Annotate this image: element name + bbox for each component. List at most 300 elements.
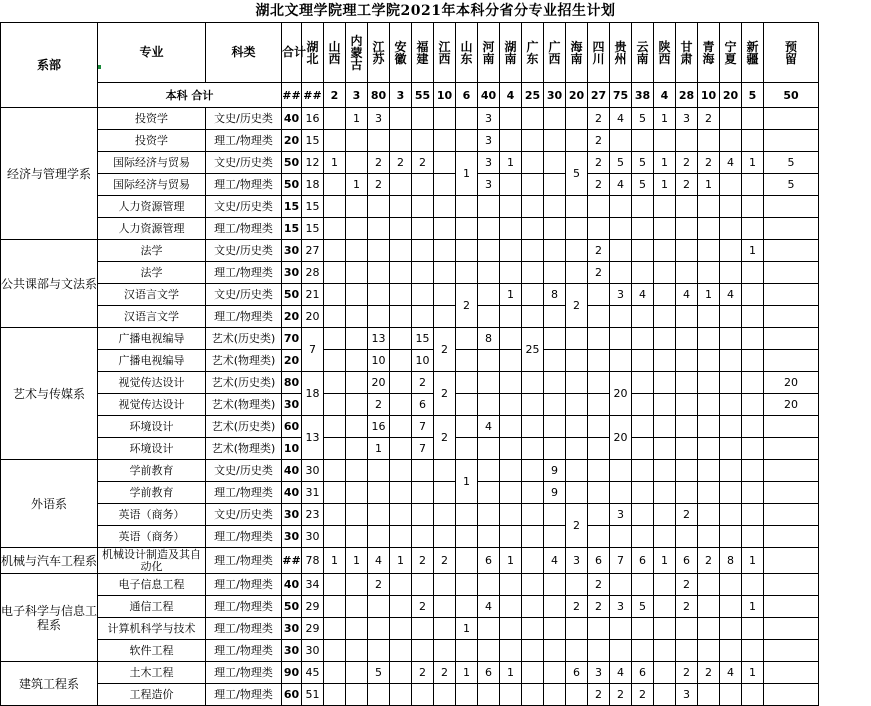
province-cell — [544, 596, 566, 618]
subtotal-province-cell: 55 — [412, 83, 434, 108]
total-cell: 60 — [282, 416, 302, 438]
table-row — [1, 306, 819, 328]
province-cell — [610, 218, 632, 240]
province-cell — [368, 262, 390, 284]
total-cell: 50 — [282, 284, 302, 306]
province-cell — [500, 640, 522, 662]
province-cell — [654, 262, 676, 284]
province-cell — [764, 328, 819, 350]
province-cell: 6 — [588, 548, 610, 574]
province-cell — [764, 284, 819, 306]
province-cell — [676, 416, 698, 438]
department-cell: 艺术与传媒系 — [1, 328, 98, 460]
total-cell: 30 — [282, 394, 302, 416]
province-cell: 6 — [632, 662, 654, 684]
province-cell — [522, 684, 544, 706]
province-cell — [676, 218, 698, 240]
header-province: 安 徽 — [390, 23, 412, 83]
province-cell — [456, 504, 478, 526]
table-row — [1, 196, 819, 218]
province-cell — [500, 306, 522, 328]
province-cell — [764, 416, 819, 438]
province-cell — [698, 640, 720, 662]
province-cell — [412, 684, 434, 706]
province-cell — [676, 130, 698, 152]
province-cell — [654, 394, 676, 416]
province-cell — [764, 662, 819, 684]
province-cell — [632, 574, 654, 596]
province-cell — [610, 482, 632, 504]
province-cell: 2 — [456, 284, 478, 328]
province-cell — [412, 640, 434, 662]
province-cell — [654, 596, 676, 618]
province-cell — [544, 328, 566, 350]
subtotal-province-cell: 20 — [566, 83, 588, 108]
province-cell — [522, 596, 544, 618]
province-cell — [720, 596, 742, 618]
major-cell: 英语（商务） — [98, 504, 206, 526]
province-cell: 29 — [302, 618, 324, 640]
province-cell — [742, 108, 764, 130]
major-cell: 软件工程 — [98, 640, 206, 662]
province-cell — [346, 262, 368, 284]
major-cell: 学前教育 — [98, 460, 206, 482]
province-cell — [566, 438, 588, 460]
category-cell: 艺术(历史类) — [206, 328, 282, 350]
header-province: 广 东 — [522, 23, 544, 83]
province-cell — [412, 174, 434, 196]
province-cell — [324, 596, 346, 618]
province-cell — [654, 130, 676, 152]
header-province: 贵 州 — [610, 23, 632, 83]
province-cell — [390, 662, 412, 684]
province-cell — [434, 596, 456, 618]
province-cell — [676, 482, 698, 504]
province-cell — [610, 640, 632, 662]
province-cell — [764, 108, 819, 130]
province-cell: 2 — [412, 152, 434, 174]
table-row — [1, 526, 819, 548]
table-row — [1, 372, 819, 394]
province-cell: 5 — [610, 152, 632, 174]
province-cell: 1 — [742, 152, 764, 174]
subtotal-province-cell: 5 — [742, 83, 764, 108]
province-cell: 31 — [302, 482, 324, 504]
province-cell — [742, 618, 764, 640]
province-cell — [742, 284, 764, 306]
province-cell — [456, 196, 478, 218]
province-cell — [434, 284, 456, 306]
province-cell: 30 — [302, 526, 324, 548]
total-cell: 20 — [282, 350, 302, 372]
province-cell — [522, 262, 544, 284]
province-cell — [764, 640, 819, 662]
province-cell — [478, 196, 500, 218]
category-cell: 理工/物理类 — [206, 640, 282, 662]
province-cell: 2 — [698, 108, 720, 130]
total-cell: 50 — [282, 596, 302, 618]
province-cell — [698, 350, 720, 372]
province-cell: 2 — [412, 548, 434, 574]
province-cell — [346, 218, 368, 240]
province-cell — [544, 662, 566, 684]
province-cell — [720, 438, 742, 460]
province-cell — [390, 262, 412, 284]
province-cell — [500, 240, 522, 262]
category-cell: 艺术(历史类) — [206, 372, 282, 394]
province-cell — [500, 482, 522, 504]
category-cell: 文史/历史类 — [206, 196, 282, 218]
table-row — [1, 504, 819, 526]
province-cell — [632, 328, 654, 350]
major-cell: 计算机科学与技术 — [98, 618, 206, 640]
table-row — [1, 350, 819, 372]
province-cell — [742, 218, 764, 240]
province-cell — [412, 262, 434, 284]
province-cell — [434, 196, 456, 218]
province-cell — [434, 152, 456, 174]
table-row — [1, 574, 819, 596]
province-cell — [610, 350, 632, 372]
province-cell — [522, 284, 544, 306]
province-cell — [324, 618, 346, 640]
province-cell — [390, 284, 412, 306]
province-cell — [566, 416, 588, 438]
province-cell: 2 — [588, 684, 610, 706]
province-cell — [764, 196, 819, 218]
province-cell — [346, 240, 368, 262]
department-cell: 建筑工程系 — [1, 662, 98, 706]
province-cell: 15 — [412, 328, 434, 350]
province-cell: 2 — [588, 130, 610, 152]
province-cell: 1 — [654, 152, 676, 174]
province-cell — [522, 174, 544, 196]
department-cell: 外语系 — [1, 460, 98, 548]
province-cell — [412, 460, 434, 482]
province-cell — [390, 196, 412, 218]
province-cell — [632, 306, 654, 328]
major-cell: 法学 — [98, 240, 206, 262]
province-cell — [544, 438, 566, 460]
province-cell — [324, 174, 346, 196]
total-cell: 40 — [282, 108, 302, 130]
province-cell: 2 — [632, 684, 654, 706]
province-cell — [434, 262, 456, 284]
province-cell — [522, 504, 544, 526]
province-cell — [654, 438, 676, 460]
province-cell: 7 — [610, 548, 632, 574]
province-cell — [434, 306, 456, 328]
province-cell — [566, 684, 588, 706]
province-cell: 1 — [742, 548, 764, 574]
province-cell — [654, 504, 676, 526]
province-cell — [478, 618, 500, 640]
major-cell: 工程造价 — [98, 684, 206, 706]
province-cell — [632, 482, 654, 504]
total-cell: 20 — [282, 130, 302, 152]
subtotal-label: 本科 合计 — [98, 83, 282, 108]
province-cell — [544, 262, 566, 284]
province-cell: 2 — [368, 574, 390, 596]
province-cell — [720, 640, 742, 662]
province-cell — [544, 416, 566, 438]
province-cell — [522, 108, 544, 130]
table-row — [1, 460, 819, 482]
province-cell — [654, 218, 676, 240]
province-cell: 1 — [654, 548, 676, 574]
header-province: 湖 南 — [500, 23, 522, 83]
category-cell: 理工/物理类 — [206, 174, 282, 196]
total-cell: 90 — [282, 662, 302, 684]
province-cell — [698, 372, 720, 394]
province-cell — [676, 460, 698, 482]
province-cell: 4 — [368, 548, 390, 574]
province-cell: 9 — [544, 460, 566, 482]
table-row — [1, 684, 819, 706]
province-cell: 2 — [676, 152, 698, 174]
province-cell — [478, 574, 500, 596]
province-cell — [324, 108, 346, 130]
province-cell — [764, 596, 819, 618]
province-cell: 2 — [588, 174, 610, 196]
province-cell — [720, 504, 742, 526]
province-cell — [522, 416, 544, 438]
subtotal-province-cell: 10 — [434, 83, 456, 108]
category-cell: 理工/物理类 — [206, 618, 282, 640]
province-cell — [764, 574, 819, 596]
province-cell — [368, 460, 390, 482]
province-cell — [368, 596, 390, 618]
province-cell — [544, 218, 566, 240]
province-cell — [500, 196, 522, 218]
province-cell — [478, 218, 500, 240]
province-cell — [544, 350, 566, 372]
province-cell — [500, 328, 522, 350]
subtotal-province-cell: 40 — [478, 83, 500, 108]
province-cell — [720, 460, 742, 482]
province-cell — [544, 526, 566, 548]
header-dept: 系部 — [1, 23, 98, 108]
province-cell — [522, 526, 544, 548]
province-cell — [720, 618, 742, 640]
province-cell — [434, 460, 456, 482]
province-cell — [632, 350, 654, 372]
province-cell: 2 — [610, 684, 632, 706]
province-cell — [588, 482, 610, 504]
province-cell — [764, 240, 819, 262]
province-cell — [434, 174, 456, 196]
province-cell — [698, 574, 720, 596]
total-cell: 20 — [282, 306, 302, 328]
province-cell: 20 — [764, 394, 819, 416]
province-cell — [324, 460, 346, 482]
province-cell — [522, 218, 544, 240]
province-cell — [478, 526, 500, 548]
header-province: 河 南 — [478, 23, 500, 83]
province-cell — [390, 504, 412, 526]
province-cell — [588, 618, 610, 640]
province-cell — [654, 196, 676, 218]
category-cell: 理工/物理类 — [206, 262, 282, 284]
province-cell — [478, 504, 500, 526]
province-cell — [346, 618, 368, 640]
province-cell — [478, 482, 500, 504]
province-cell — [544, 174, 566, 196]
province-cell: 15 — [302, 130, 324, 152]
total-cell: 50 — [282, 174, 302, 196]
province-cell: 3 — [588, 662, 610, 684]
province-cell: 1 — [346, 174, 368, 196]
header-province: 山 东 — [456, 23, 478, 83]
major-cell: 汉语言文学 — [98, 306, 206, 328]
province-cell — [742, 372, 764, 394]
province-cell — [764, 306, 819, 328]
province-cell — [764, 460, 819, 482]
province-cell — [500, 108, 522, 130]
province-cell — [764, 548, 819, 574]
header-province: 山 西 — [324, 23, 346, 83]
province-cell — [720, 306, 742, 328]
subtotal-province-cell: 4 — [500, 83, 522, 108]
category-cell: 理工/物理类 — [206, 218, 282, 240]
province-cell: 21 — [302, 284, 324, 306]
province-cell — [346, 460, 368, 482]
province-cell — [610, 262, 632, 284]
province-cell — [544, 196, 566, 218]
province-cell — [742, 196, 764, 218]
category-cell: 文史/历史类 — [206, 284, 282, 306]
province-cell — [742, 350, 764, 372]
province-cell — [412, 574, 434, 596]
province-cell: 29 — [302, 596, 324, 618]
subtotal-province-cell: 4 — [654, 83, 676, 108]
province-cell — [412, 284, 434, 306]
province-cell — [478, 460, 500, 482]
province-cell — [654, 328, 676, 350]
province-cell: 2 — [676, 596, 698, 618]
major-cell: 广播电视编导 — [98, 350, 206, 372]
table-row — [1, 218, 819, 240]
province-cell — [654, 460, 676, 482]
header-province: 青 海 — [698, 23, 720, 83]
province-cell: 2 — [434, 328, 456, 372]
header-province: 四 川 — [588, 23, 610, 83]
total-cell: 70 — [282, 328, 302, 350]
table-row — [1, 438, 819, 460]
province-cell — [720, 218, 742, 240]
province-cell — [434, 618, 456, 640]
province-cell — [346, 526, 368, 548]
subtotal-province-cell: 30 — [544, 83, 566, 108]
province-cell — [588, 394, 610, 416]
province-cell — [698, 684, 720, 706]
province-cell — [390, 174, 412, 196]
province-cell — [588, 350, 610, 372]
province-cell — [500, 218, 522, 240]
province-cell — [698, 328, 720, 350]
province-cell — [456, 394, 478, 416]
page-title: 湖北文理学院理工学院2021年本科分省分专业招生计划 — [255, 3, 616, 19]
province-cell — [742, 328, 764, 350]
province-cell — [676, 196, 698, 218]
province-cell — [412, 240, 434, 262]
province-cell — [434, 240, 456, 262]
province-cell — [522, 574, 544, 596]
province-cell — [434, 574, 456, 596]
header-province: 内 蒙 古 — [346, 23, 368, 83]
province-cell: 2 — [368, 174, 390, 196]
province-cell — [742, 416, 764, 438]
table-row — [1, 618, 819, 640]
province-cell — [324, 394, 346, 416]
province-cell: 2 — [566, 596, 588, 618]
province-cell — [500, 438, 522, 460]
province-cell — [324, 262, 346, 284]
province-cell — [566, 262, 588, 284]
province-cell: 13 — [368, 328, 390, 350]
province-cell: 6 — [676, 548, 698, 574]
province-cell: 2 — [390, 152, 412, 174]
province-cell — [588, 196, 610, 218]
province-cell — [566, 108, 588, 130]
province-cell — [346, 684, 368, 706]
province-cell — [632, 416, 654, 438]
province-cell — [742, 306, 764, 328]
province-cell — [610, 306, 632, 328]
province-cell: 3 — [610, 596, 632, 618]
province-cell — [544, 108, 566, 130]
province-cell — [390, 640, 412, 662]
province-cell — [478, 438, 500, 460]
province-cell — [654, 306, 676, 328]
province-cell — [742, 438, 764, 460]
table-row — [1, 152, 819, 174]
province-cell — [346, 640, 368, 662]
province-cell — [676, 526, 698, 548]
province-cell — [456, 640, 478, 662]
category-cell: 理工/物理类 — [206, 596, 282, 618]
province-cell — [544, 618, 566, 640]
province-cell — [368, 240, 390, 262]
province-cell — [390, 684, 412, 706]
province-cell: 2 — [412, 372, 434, 394]
province-cell: 1 — [324, 548, 346, 574]
province-cell — [434, 640, 456, 662]
province-cell: 1 — [456, 460, 478, 504]
province-cell: 2 — [588, 152, 610, 174]
province-cell — [654, 618, 676, 640]
province-cell — [324, 438, 346, 460]
province-cell — [654, 284, 676, 306]
province-cell — [742, 394, 764, 416]
province-cell: 4 — [720, 152, 742, 174]
subtotal-province-cell: 38 — [632, 83, 654, 108]
province-cell — [478, 306, 500, 328]
province-cell — [522, 548, 544, 574]
province-cell — [324, 196, 346, 218]
major-cell: 人力资源管理 — [98, 196, 206, 218]
province-cell — [632, 130, 654, 152]
province-cell — [764, 684, 819, 706]
province-cell — [742, 130, 764, 152]
province-cell — [434, 684, 456, 706]
province-cell — [500, 504, 522, 526]
province-cell — [500, 174, 522, 196]
total-cell: 80 — [282, 372, 302, 394]
subtotal-province-cell: 2 — [324, 83, 346, 108]
province-cell — [544, 240, 566, 262]
province-cell — [632, 218, 654, 240]
